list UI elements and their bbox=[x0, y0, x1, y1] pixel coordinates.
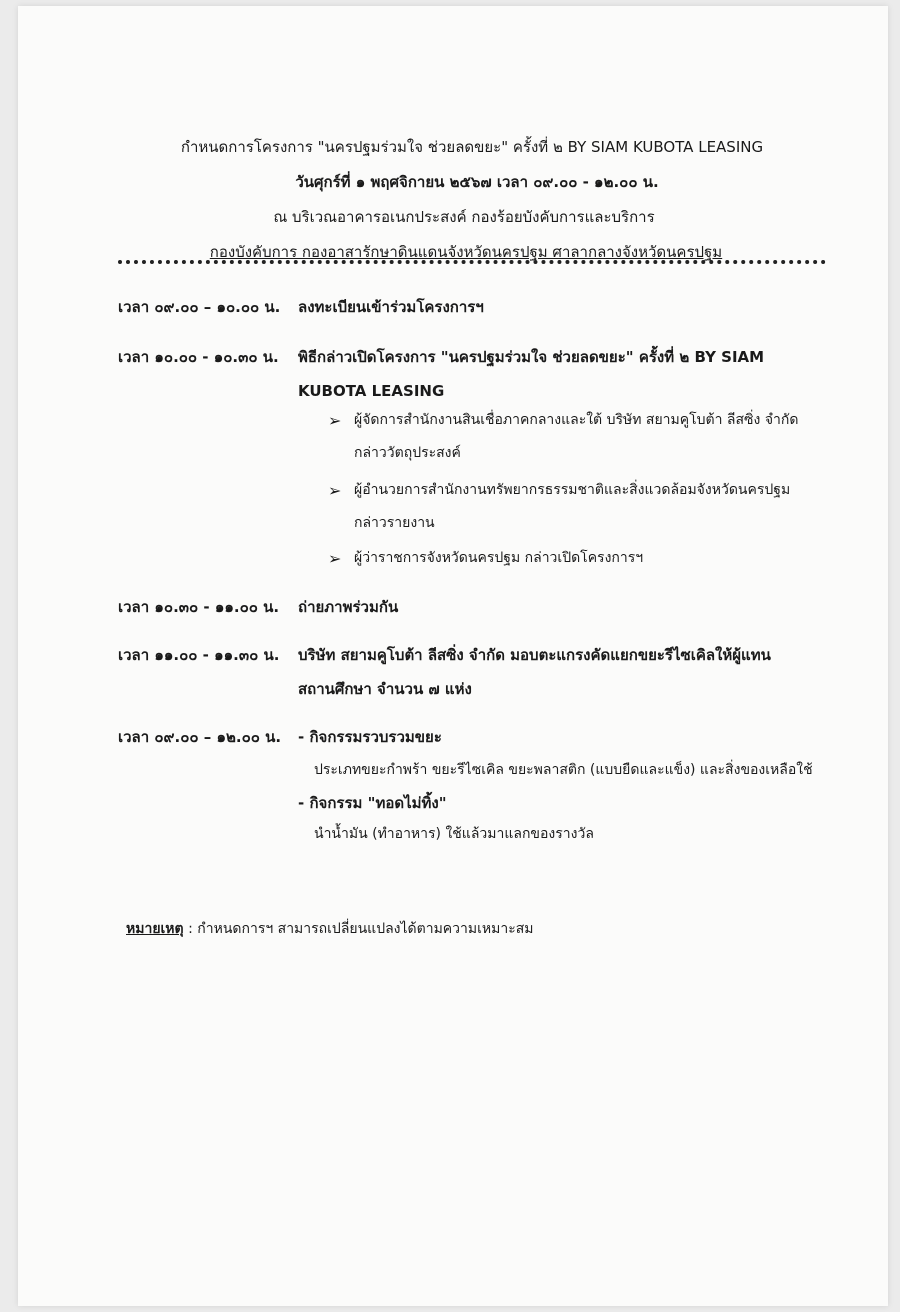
remark-text: : กำหนดการฯ สามารถเปลี่ยนแปลงได้ตามความเหมาะสม bbox=[183, 921, 534, 937]
activity-1-title: - กิจกรรมรวบรวมขยะ bbox=[298, 728, 442, 746]
remark-label: หมายเหตุ bbox=[126, 921, 184, 937]
bullet-item-2-line1: ผู้อำนวยการสำนักงานทรัพยากรธรรมชาติและสิ่งแวดล้อมจังหวัดนครปฐม bbox=[354, 482, 791, 498]
arrow-bullet-icon: ➢ bbox=[328, 481, 342, 500]
bullet-item-3-line1: ผู้ว่าราชการจังหวัดนครปฐม กล่าวเปิดโครงการฯ bbox=[354, 550, 644, 566]
schedule-time-5: เวลา ๐๙.๐๐ – ๑๒.๐๐ น. bbox=[118, 728, 282, 746]
schedule-desc-4-line2: สถานศึกษา จำนวน ๗ แห่ง bbox=[298, 680, 472, 698]
dotted-divider bbox=[118, 260, 826, 264]
schedule-desc-2 bbox=[298, 340, 838, 408]
schedule-desc-4 bbox=[298, 638, 838, 706]
header-venue: ณ บริเวณอาคารอเนกประสงค์ กองร้อยบังคับการและบริการ bbox=[273, 208, 655, 226]
header-title: กำหนดการโครงการ "นครปฐมร่วมใจ ช่วยลดขยะ" ครั้งที่ ๒ BY SIAM KUBOTA LEASING bbox=[180, 138, 764, 156]
bullet-item-2 bbox=[330, 474, 840, 540]
header-organization: กองบังคับการ กองอาสารักษาดินแดนจังหวัดนครปฐม ศาลากลางจังหวัดนครปฐม bbox=[209, 243, 723, 261]
bullet-item-3 bbox=[330, 542, 840, 575]
header-date: วันศุกร์ที่ ๑ พฤศจิกายน ๒๕๖๗ เวลา ๐๙.๐๐ - ๑๒.๐๐ น. bbox=[295, 173, 659, 191]
activity-2-detail: นำน้ำมัน (ทำอาหาร) ใช้แล้วมาแลกของรางวัล bbox=[314, 826, 594, 842]
remark bbox=[126, 912, 534, 946]
schedule-time-3: เวลา ๑๐.๓๐ - ๑๑.๐๐ น. bbox=[118, 598, 280, 616]
arrow-bullet-icon: ➢ bbox=[328, 411, 342, 430]
arrow-bullet-icon: ➢ bbox=[328, 549, 342, 568]
activity-2-title: - กิจกรรม "ทอดไม่ทิ้ง" bbox=[298, 794, 447, 812]
schedule-desc-2-line1: พิธีกล่าวเปิดโครงการ "นครปฐมร่วมใจ ช่วยลดขยะ" ครั้งที่ ๒ BY SIAM bbox=[298, 348, 765, 366]
document-header bbox=[18, 130, 888, 270]
activity-1-detail: ประเภทขยะกำพร้า ขยะรีไซเคิล ขยะพลาสติก (แบบยืดและแข็ง) และสิ่งของเหลือใช้ bbox=[314, 762, 813, 778]
bullet-item-1-line1: ผู้จัดการสำนักงานสินเชื่อภาคกลางและใต้ บริษัท สยามคูโบต้า ลีสซิ่ง จำกัด bbox=[354, 412, 799, 428]
schedule-time-2: เวลา ๑๐.๐๐ - ๑๐.๓๐ น. bbox=[118, 348, 279, 366]
bullet-item-2-line2: กล่าวรายงาน bbox=[354, 515, 435, 531]
schedule-time-4: เวลา ๑๑.๐๐ - ๑๑.๓๐ น. bbox=[118, 646, 280, 664]
bullet-item-1-line2: กล่าววัตถุประสงค์ bbox=[354, 445, 461, 461]
schedule-desc-4-line1: บริษัท สยามคูโบต้า ลีสซิ่ง จำกัด มอบตะแกรงคัดแยกขยะรีไซเคิลให้ผู้แทน bbox=[298, 646, 771, 664]
schedule-time-1: เวลา ๐๙.๐๐ – ๑๐.๐๐ น. bbox=[118, 298, 281, 316]
schedule-desc-2-line2: KUBOTA LEASING bbox=[298, 382, 445, 400]
schedule-desc-1: ลงทะเบียนเข้าร่วมโครงการฯ bbox=[298, 298, 484, 316]
bullet-item-1 bbox=[330, 404, 840, 470]
document-page bbox=[18, 6, 888, 1306]
schedule-desc-3: ถ่ายภาพร่วมกัน bbox=[298, 598, 399, 616]
